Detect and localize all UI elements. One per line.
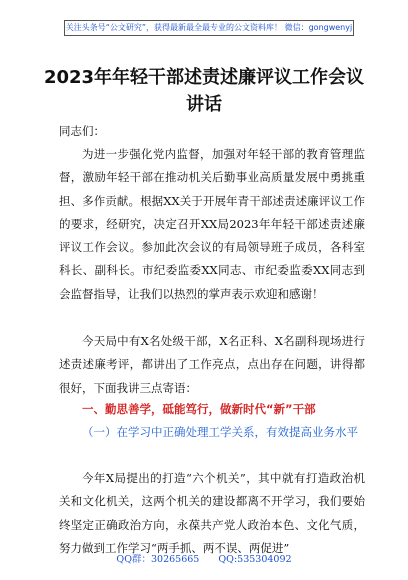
document-title: 2023年年轻干部述责述廉评议工作会议讲话 (43, 67, 365, 115)
salutation: 同志们： (59, 124, 105, 138)
footer-contact (0, 551, 408, 565)
subsection-heading-1: （一）在学习中正确处理工学关系，有效提高业务水平 (82, 425, 358, 439)
paragraph-intro: 为进一步强化党内监督，加强对年轻干部的教育管理监督，激励年轻干部在推动机关后勤事业高质量发展中勇挑重担、多作贡献。根据XX关于开展年青干部述责述廉评议工作的要求，经研究，决定召开XX局2023年年轻干部述责述廉评议工作会议。参加此次会议的有局领导班子成员，各科室科长、副科长。市纪委监委XX同志、市纪委监委XX同志到会监督指导，让我们以热烈的掌声表示欢迎和感谢！ (59, 147, 365, 301)
paragraph-study: 今年X局提出的打造“六个机关”，其中就有打造政治机关和文化机关，这两个机关的建设都离不开学习，我们要始终坚定正确政治方向，永葆共产党人政治本色、文化气质，努力做到工作学习“两手抓、两不误、两促进” (59, 471, 365, 555)
footer-qq-group: QQ群：30265665 (116, 554, 200, 565)
paragraph-evaluation: 今天局中有X名处级干部，X名正科、X名副科现场进行述责述廉考评，都讲出了工作亮点，点出存在问题，讲得都很好，下面我讲三点寄语： (59, 334, 365, 395)
footer-qq: QQ:535304092 (218, 554, 292, 565)
promo-banner: 关注头条号“公文研究”，获得最新最全最专业的公文资料库！ 微信：gongwenyj (64, 20, 354, 36)
section-heading-1: 一、勤思善学，砥能笃行，做新时代“新”干部 (82, 402, 316, 416)
